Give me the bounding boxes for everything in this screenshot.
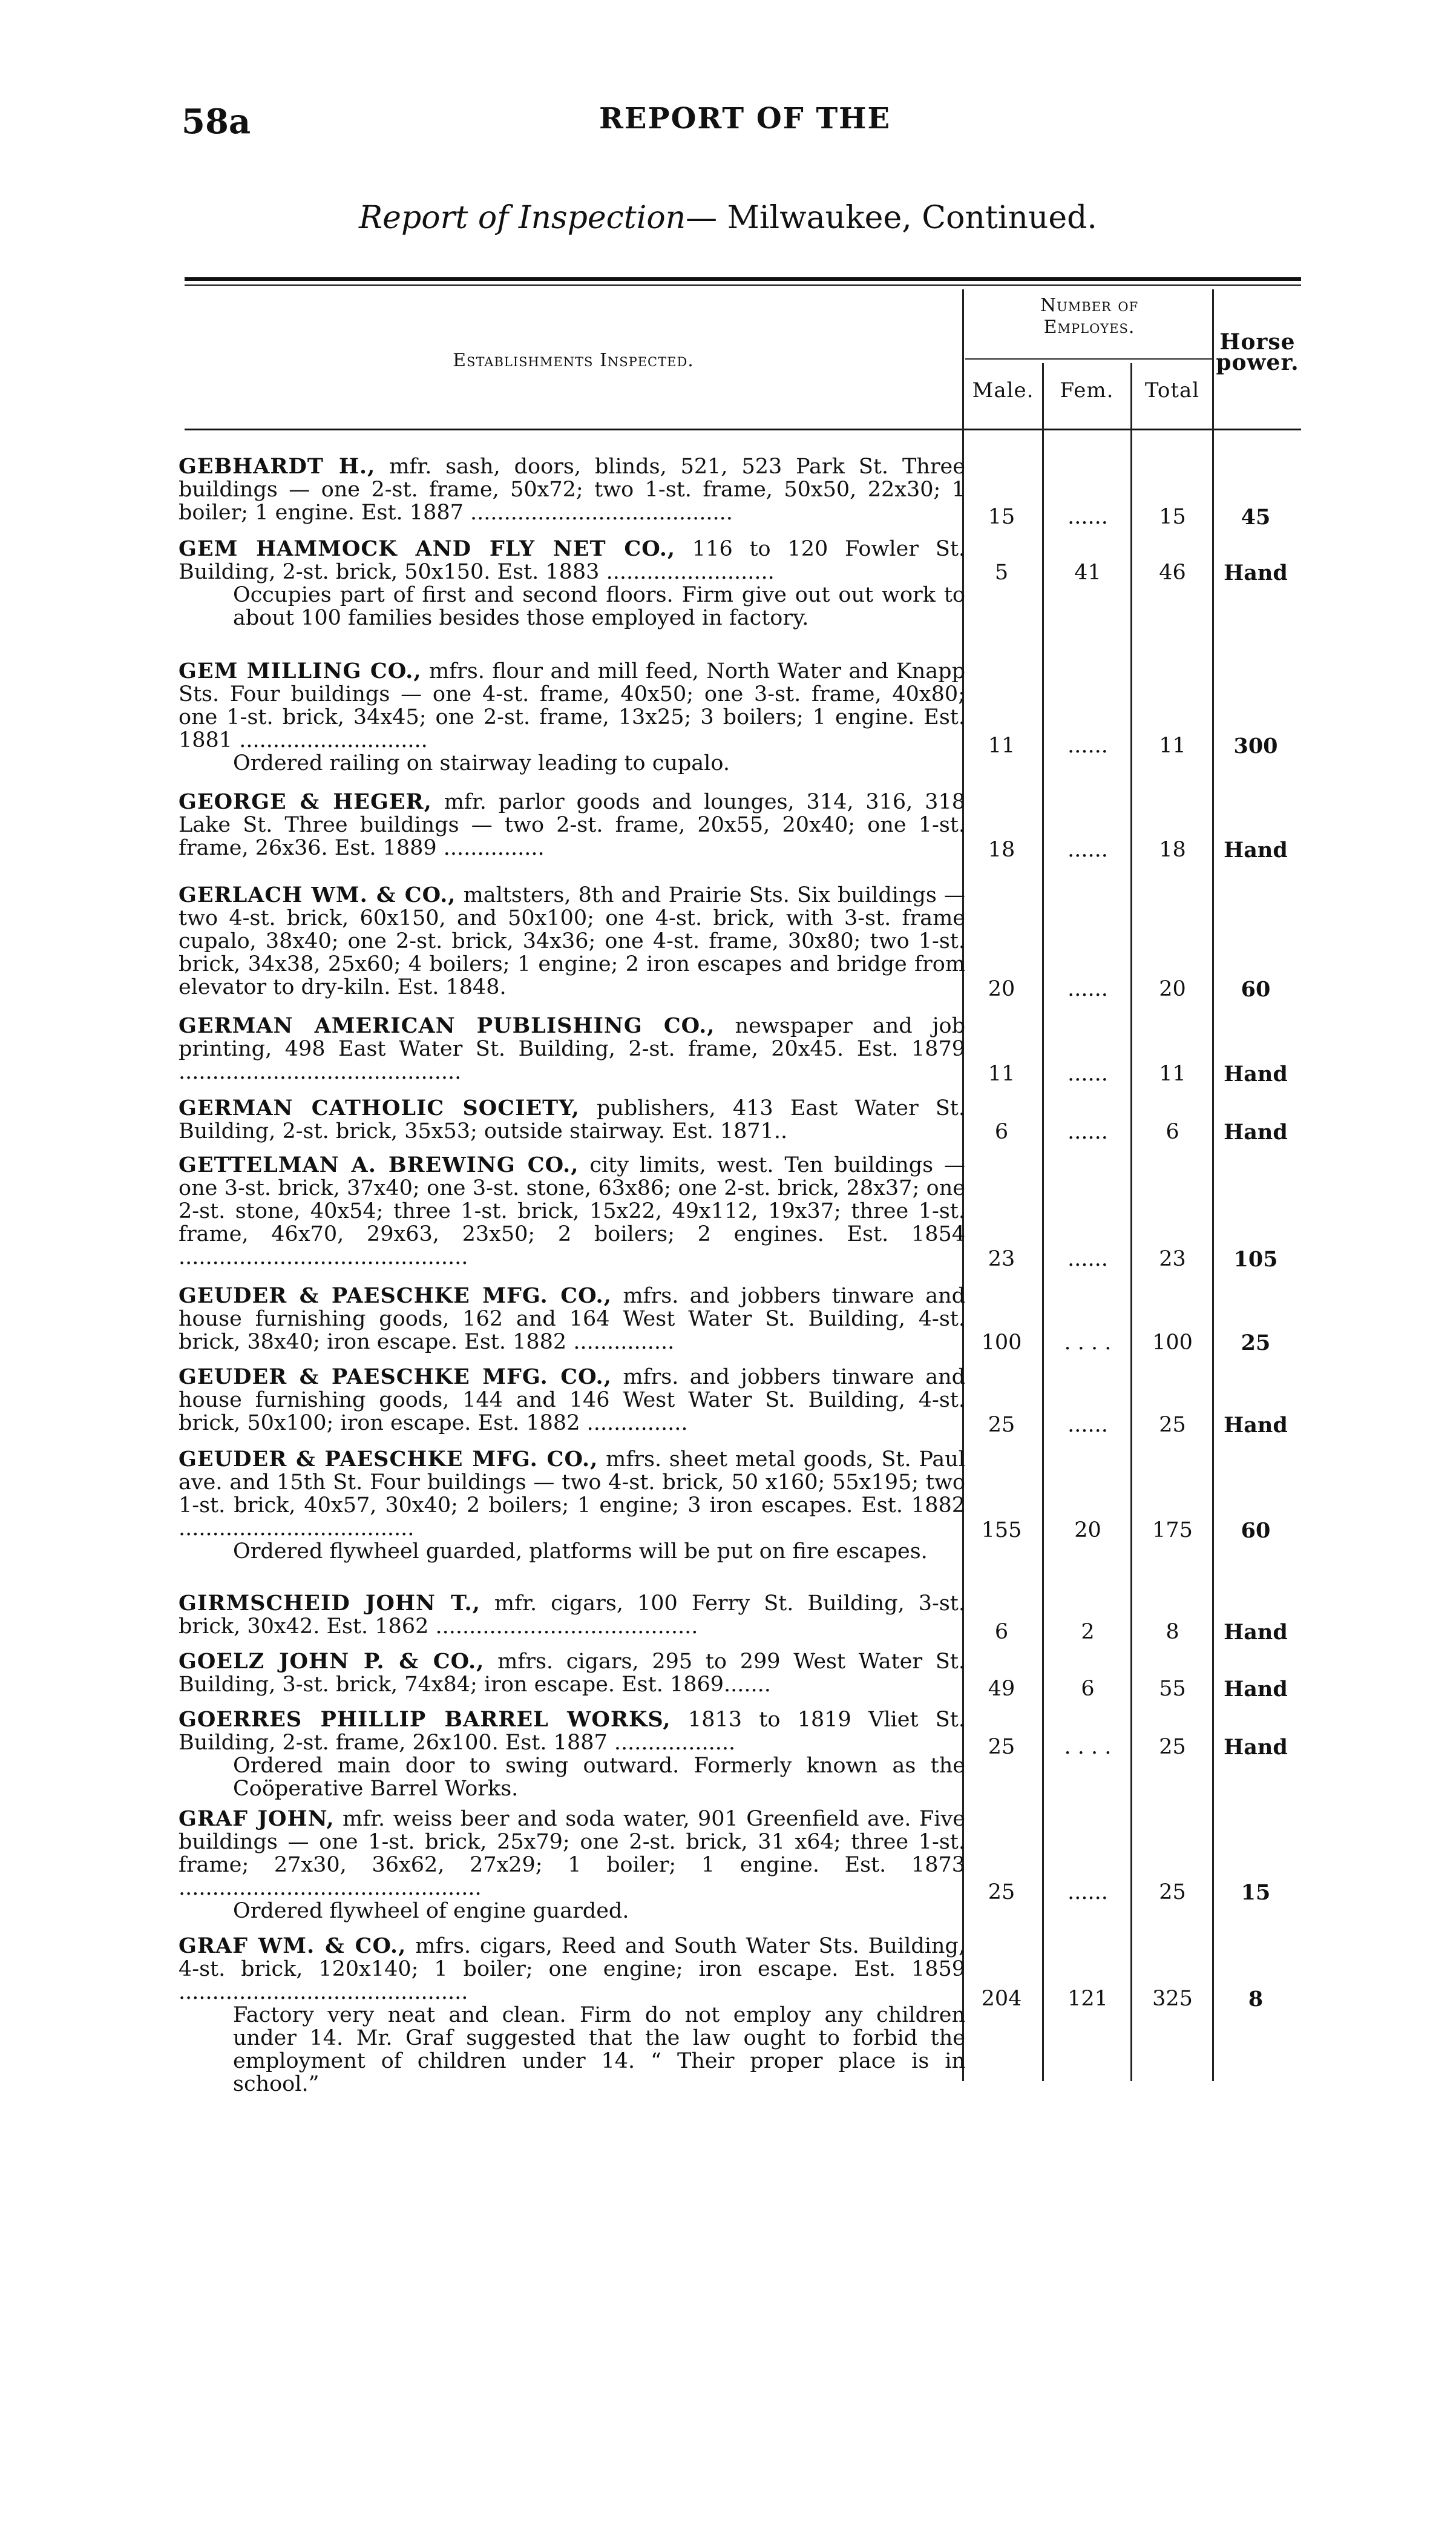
total-count: 46 <box>1159 561 1186 585</box>
fem-count: . . . . <box>1064 1331 1112 1355</box>
total-count: 100 <box>1152 1331 1193 1355</box>
male-count: 25 <box>988 1880 1015 1904</box>
entry-name: GRAF JOHN, <box>179 1806 335 1831</box>
horse-power: Hand <box>1224 1735 1288 1760</box>
entry-note: Occupies part of first and second floors. Firm give out out work to about 100 families besides those employed in factory. <box>233 583 965 630</box>
fem-count: ...... <box>1067 977 1108 1001</box>
fem-count: ...... <box>1067 1120 1108 1144</box>
entry-name: GETTELMAN A. BREWING CO., <box>179 1153 579 1177</box>
running-head: REPORT OF THE <box>599 102 891 136</box>
horse-power: Hand <box>1224 1620 1288 1645</box>
total-count: 18 <box>1159 838 1186 862</box>
entry-name: GRAF WM. & CO., <box>179 1933 407 1958</box>
entry-note: Ordered flywheel guarded, platforms will be put on fire escapes. <box>233 1539 928 1564</box>
entry-german-american <box>179 1015 965 1084</box>
table-top-rule-thin <box>185 285 1301 286</box>
total-count: 55 <box>1159 1677 1186 1701</box>
table-top-rule-thick <box>185 277 1301 281</box>
entry-name: GEORGE & HEGER, <box>179 789 432 814</box>
entry-gem-milling <box>179 660 965 775</box>
total-count: 8 <box>1166 1620 1179 1644</box>
male-count: 6 <box>994 1620 1009 1644</box>
table-header-bottom-rule <box>185 429 1301 430</box>
fem-count: ...... <box>1067 505 1108 529</box>
column-divider-fem <box>1130 363 1132 2081</box>
horse-power: 105 <box>1233 1247 1278 1272</box>
horse-power: Hand <box>1224 561 1288 585</box>
fem-count: ...... <box>1067 838 1108 862</box>
fem-count: ...... <box>1067 1880 1108 1904</box>
entry-text: maltsters, 8th and Prairie Sts. Six buildings — two 4-st. brick, 60x150, and 50x100; one 4-st. brick, with 3-st. frame cupalo, 38x40; one 2-st. brick, 34x36; one 4-st. frame, 30x80; two 1-st. brick, 34x38, 25x60; 4 boilers; 1 engine; 2 iron escapes and bridge from elevator to dry-kiln. Est. 1848. <box>179 883 965 999</box>
male-count: 11 <box>988 734 1015 758</box>
horse-power: Hand <box>1224 1677 1288 1702</box>
total-count: 23 <box>1159 1247 1186 1271</box>
entry-goelz <box>179 1650 965 1696</box>
entry-graf-john <box>179 1808 965 1923</box>
male-count: 5 <box>994 561 1009 585</box>
fem-count: ...... <box>1067 734 1108 758</box>
entry-name: GOELZ JOHN P. & CO., <box>179 1649 485 1674</box>
entry-note: Factory very neat and clean. Firm do not employ any children under 14. Mr. Graf suggested that the law ought to forbid the employment of children under 14. “ Their proper place is in school.” <box>233 2003 965 2096</box>
page-number: 58a <box>182 102 251 142</box>
entry-goerres <box>179 1708 965 1800</box>
total-count: 11 <box>1159 1062 1186 1086</box>
male-count: 11 <box>988 1062 1015 1086</box>
entry-name: GEM MILLING CO., <box>179 659 422 683</box>
male-count: 155 <box>981 1518 1022 1542</box>
horse-power: Hand <box>1224 1120 1288 1145</box>
male-count: 204 <box>981 1987 1022 2011</box>
entry-text: mfrs. sheet metal goods, St. Paul ave. and 15th St. Four buildings — two 4-st. brick, 50 x160; 55x195; two 1-st. brick, 40x57, 30x40; 2 boilers; 1 engine; 3 iron escapes. Est. 1882 ................................... <box>179 1447 965 1541</box>
entry-text: mfrs. flour and mill feed, North Water and Knapp Sts. Four buildings — one 4-st. frame, 40x50; one 3-st. frame, 40x80; one 1-st. brick, 34x45; one 2-st. frame, 13x25; 3 boilers; 1 engine. Est. 1881 ............................ <box>179 659 965 752</box>
entry-graf-wm <box>179 1935 965 2096</box>
header-total: Total <box>1144 378 1200 403</box>
entry-gettelman <box>179 1154 965 1269</box>
male-count: 20 <box>988 977 1015 1001</box>
total-count: 25 <box>1159 1413 1186 1437</box>
entry-german-catholic <box>179 1097 965 1143</box>
horse-power: 8 <box>1248 1987 1264 2011</box>
total-count: 25 <box>1159 1880 1186 1904</box>
entry-gem-hammock <box>179 538 965 630</box>
entry-name: GEUDER & PAESCHKE MFG. CO., <box>179 1447 598 1472</box>
entry-geuder-paeschke-3 <box>179 1448 965 1563</box>
male-count: 6 <box>994 1120 1009 1144</box>
entry-note: Ordered main door to swing outward. Formerly known as the Coöperative Barrel Works. <box>233 1754 965 1801</box>
horse-power: Hand <box>1224 838 1288 863</box>
entry-text: mfrs. cigars, 295 to 299 West Water St. Building, 3-st. brick, 74x84; iron escape. Est. 1869....... <box>179 1650 965 1697</box>
entry-text: mfr. cigars, 100 Ferry St. Building, 3-st. brick, 30x42. Est. 1862 ....................................... <box>179 1591 965 1639</box>
horse-power: Hand <box>1224 1413 1288 1438</box>
male-count: 25 <box>988 1413 1015 1437</box>
total-count: 15 <box>1159 505 1186 529</box>
page-subtitle <box>0 200 1456 236</box>
total-count: 175 <box>1152 1518 1193 1542</box>
horse-power: 45 <box>1241 505 1271 530</box>
entry-text: publishers, 413 East Water St. Building, 2-st. brick, 35x53; outside stairway. Est. 1871.. <box>179 1096 965 1143</box>
male-count: 25 <box>988 1735 1015 1759</box>
entry-name: GEUDER & PAESCHKE MFG. CO., <box>179 1283 612 1308</box>
fem-count: 20 <box>1074 1518 1101 1542</box>
male-count: 18 <box>988 838 1015 862</box>
male-count: 49 <box>988 1677 1015 1701</box>
column-divider-male <box>1042 363 1044 2081</box>
entry-name: GERLACH WM. & CO., <box>179 883 456 907</box>
header-establishments: Establishments Inspected. <box>453 350 694 371</box>
fem-count: . . . . <box>1064 1735 1112 1759</box>
fem-count: 121 <box>1067 1987 1108 2011</box>
column-divider-total <box>1212 289 1214 2081</box>
subtitle-italic: Report of Inspection <box>359 200 686 236</box>
header-number-of-employes: Number of Employes. <box>1040 295 1139 338</box>
entry-geuder-paeschke-1 <box>179 1285 965 1354</box>
entry-name: GEBHARDT H., <box>179 454 376 479</box>
entry-name: GERMAN CATHOLIC SOCIETY, <box>179 1096 580 1120</box>
entry-text: mfr. parlor goods and lounges, 314, 316, 318 Lake St. Three buildings — two 2-st. frame, 20x55, 20x40; one 1-st. frame, 26x36. Est. 1889 ............... <box>179 790 965 860</box>
header-male: Male. <box>972 378 1034 403</box>
entry-note: Ordered railing on stairway leading to cupalo. <box>233 751 730 775</box>
header-horse-power: Horse power. <box>1216 329 1299 375</box>
entry-text: mfr. sash, doors, blinds, 521, 523 Park St. Three buildings — one 2-st. frame, 50x72; two 1-st. frame, 50x50, 22x30; 1 boiler; 1 engine. Est. 1887 ....................................... <box>179 455 965 525</box>
entry-text: mfrs. cigars, Reed and South Water Sts. Building, 4-st. brick, 120x140; 1 boiler; one engine; iron escape. Est. 1859 ........................................... <box>179 1934 965 2004</box>
male-count: 23 <box>988 1247 1015 1271</box>
entry-geuder-paeschke-2 <box>179 1366 965 1435</box>
entry-text: newspaper and job printing, 498 East Water St. Building, 2-st. frame, 20x45. Est. 1879 .......................................... <box>179 1014 966 1084</box>
horse-power: Hand <box>1224 1062 1288 1087</box>
header-fem: Fem. <box>1060 378 1114 403</box>
entry-girmscheid <box>179 1592 965 1638</box>
horse-power: 25 <box>1241 1331 1271 1355</box>
entry-gerlach <box>179 884 965 999</box>
entry-text: 116 to 120 Fowler St. Building, 2-st. brick, 50x150. Est. 1883 ......................... <box>179 537 966 584</box>
male-count: 100 <box>981 1331 1022 1355</box>
entry-name: GEUDER & PAESCHKE MFG. CO., <box>179 1364 612 1389</box>
entry-text: city limits, west. Ten buildings — one 3-st. brick, 37x40; one 3-st. stone, 63x86; one 2-st. brick, 28x37; one 2-st. stone, 40x54; three 1-st. brick, 15x22, 49x112, 19x37; three 1-st. frame, 46x70, 29x63, 23x50; 2 boilers; 2 engines. Est. 1854 ........................................... <box>179 1153 965 1269</box>
entry-george-heger <box>179 791 965 860</box>
total-count: 25 <box>1159 1735 1186 1759</box>
horse-power: 15 <box>1241 1880 1271 1905</box>
entry-name: GOERRES PHILLIP BARREL WORKS, <box>179 1707 671 1732</box>
fem-count: 41 <box>1074 561 1101 585</box>
entry-name: GEM HAMMOCK AND FLY NET CO., <box>179 536 676 561</box>
employes-group-rule <box>965 358 1212 360</box>
entry-name: GERMAN AMERICAN PUBLISHING CO., <box>179 1013 715 1038</box>
fem-count: ...... <box>1067 1247 1108 1271</box>
male-count: 15 <box>988 505 1015 529</box>
entry-note: Ordered flywheel of engine guarded. <box>233 1899 629 1923</box>
entry-text: mfrs. and jobbers tinware and house furnishing goods, 144 and 146 West Water St. Building, 4-st. brick, 50x100; iron escape. Est. 1882 ............... <box>179 1365 966 1435</box>
horse-power: 60 <box>1241 1518 1271 1543</box>
entry-text: mfrs. and jobbers tinware and house furnishing goods, 162 and 164 West Water St. Building, 4-st. brick, 38x40; iron escape. Est. 1882 ............... <box>179 1284 966 1354</box>
fem-count: ...... <box>1067 1062 1108 1086</box>
total-count: 11 <box>1159 734 1186 758</box>
horse-power: 300 <box>1233 734 1278 758</box>
total-count: 6 <box>1166 1120 1179 1144</box>
total-count: 20 <box>1159 977 1186 1001</box>
total-count: 325 <box>1152 1987 1193 2011</box>
horse-power: 60 <box>1241 977 1271 1002</box>
entry-text: 1813 to 1819 Vliet St. Building, 2-st. frame, 26x100. Est. 1887 .................. <box>179 1708 965 1755</box>
entry-gebhardt <box>179 455 965 524</box>
entry-name: GIRMSCHEID JOHN T., <box>179 1591 480 1616</box>
subtitle-rest: — Milwaukee, Continued. <box>686 200 1097 236</box>
fem-count: 6 <box>1081 1677 1095 1701</box>
fem-count: 2 <box>1081 1620 1095 1644</box>
entry-text: mfr. weiss beer and soda water, 901 Greenfield ave. Five buildings — one 1-st. brick, 25x79; one 2-st. brick, 31 x64; three 1-st. frame; 27x30, 36x62, 27x29; 1 boiler; 1 engine. Est. 1873 ............................................. <box>179 1807 965 1900</box>
fem-count: ...... <box>1067 1413 1108 1437</box>
